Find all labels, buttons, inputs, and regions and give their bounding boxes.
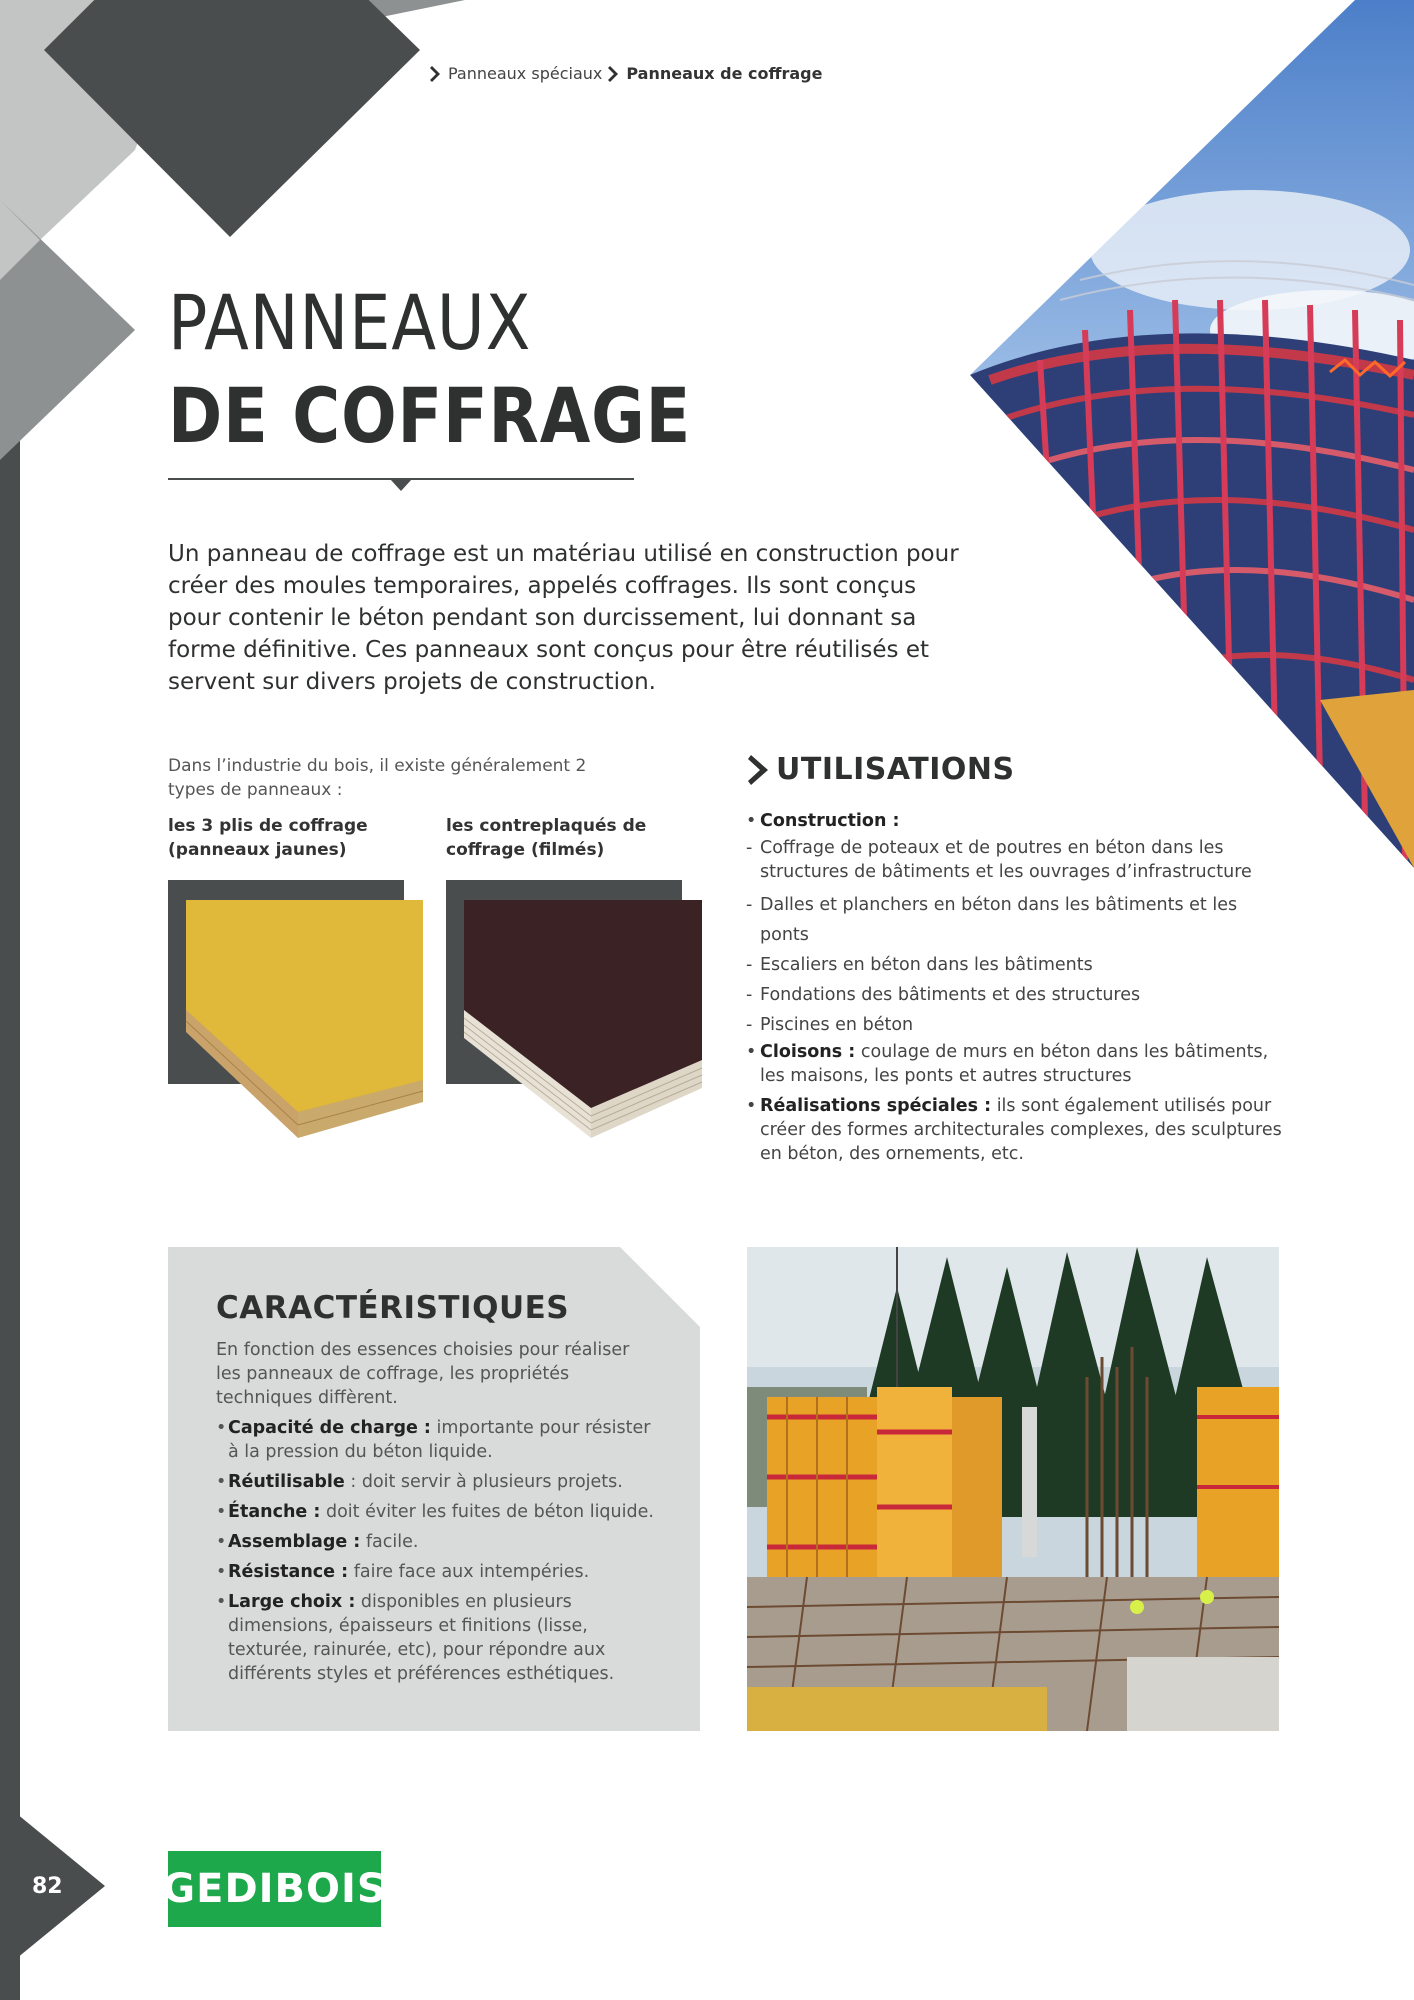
- utilisations-heading: [748, 752, 1015, 787]
- deco-bottom-left: [0, 1740, 20, 2000]
- list-item-label: Réalisations spéciales :: [760, 1096, 992, 1116]
- list-item-text: importante pour résister à la pression du béton liquide.: [228, 1418, 651, 1462]
- utilisations-title: UTILISATIONS: [776, 752, 1015, 787]
- page-title-line2: DE COFFRAGE: [168, 371, 692, 460]
- list-item-text: Piscines en béton: [760, 1015, 914, 1035]
- panel-types-intro: Dans l’industrie du bois, il existe généralement 2 types de panneaux :: [168, 756, 587, 800]
- construction-label: Construction :: [760, 811, 900, 831]
- list-item-text: coulage de murs en béton dans les bâtiments, les maisons, les ponts et autres structures: [760, 1042, 1269, 1086]
- list-item: - Piscines en béton: [746, 1015, 914, 1035]
- utilisations-list: [746, 806, 1286, 1172]
- list-item: • Capacité de charge : importante pour résister à la pression du béton liquide.: [216, 1418, 651, 1462]
- chevron-right-icon: [748, 755, 770, 785]
- list-item-text: facile.: [365, 1532, 419, 1552]
- construction-site-photo: [747, 1247, 1279, 1731]
- list-item-label: Large choix :: [228, 1592, 356, 1612]
- panel-type-label-filmed: les contreplaqués de coffrage (filmés): [446, 816, 647, 860]
- list-item: • Réutilisable : doit servir à plusieurs projets.: [216, 1472, 623, 1492]
- list-item: - Coffrage de poteaux et de poutres en béton dans les structures de bâtiments et les ouvrages d’infrastructure: [746, 838, 1252, 882]
- list-item-text: Dalles et planchers en béton dans les bâtiments et les ponts: [760, 895, 1238, 945]
- logo-text: GEDIBOIS: [162, 1866, 387, 1912]
- list-item: - Escaliers en béton dans les bâtiments: [746, 955, 1093, 975]
- gedibois-logo: [162, 1851, 387, 1927]
- panel-type-label-yellow: les 3 plis de coffrage (panneaux jaunes): [168, 816, 368, 860]
- caracteristiques-intro: En fonction des essences choisies pour réaliser les panneaux de coffrage, les propriétés techniques diffèrent.: [216, 1340, 630, 1408]
- list-item-text: ils sont également utilisés pour créer des formes architecturales complexes, des sculptures en béton, des ornements, etc.: [760, 1096, 1282, 1164]
- caracteristiques-body: [216, 1338, 656, 1686]
- list-item: • Étanche : doit éviter les fuites de béton liquide.: [216, 1502, 654, 1522]
- list-item: • Cloisons : coulage de murs en béton dans les bâtiments, les maisons, les ponts et autres structures: [746, 1042, 1269, 1086]
- list-item-text: Coffrage de poteaux et de poutres en béton dans les structures de bâtiments et les ouvrages d’infrastructure: [760, 838, 1252, 882]
- breadcrumb-parent[interactable]: Panneaux spéciaux: [448, 64, 603, 83]
- list-item-text: disponibles en plusieurs dimensions, épaisseurs et finitions (lisse, texturée, rainurée, etc), pour répondre aux différents styles et préférences esthétiques.: [228, 1592, 615, 1684]
- list-item-label: Réutilisable: [228, 1472, 345, 1492]
- filmed-panel-image: [446, 880, 711, 1145]
- list-item-label: Résistance :: [228, 1562, 349, 1582]
- list-item-label: Étanche :: [228, 1502, 321, 1522]
- title-pointer: [390, 479, 412, 491]
- list-item: - Dalles et planchers en béton dans les bâtiments et les ponts: [746, 895, 1238, 945]
- breadcrumb: [430, 64, 822, 83]
- yellow-panel-image: [168, 880, 428, 1145]
- list-item-text: Escaliers en béton dans les bâtiments: [760, 955, 1093, 975]
- breadcrumb-current: Panneaux de coffrage: [626, 64, 823, 83]
- list-item-label: Assemblage :: [228, 1532, 361, 1552]
- list-item-text: : doit servir à plusieurs projets.: [350, 1472, 623, 1492]
- caracteristiques-title: CARACTÉRISTIQUES: [216, 1290, 570, 1326]
- list-item-text: doit éviter les fuites de béton liquide.: [325, 1502, 654, 1522]
- list-item: • Assemblage : facile.: [216, 1532, 419, 1552]
- list-item: - Fondations des bâtiments et des structures: [746, 985, 1141, 1005]
- page-number: 82: [32, 1874, 63, 1899]
- list-item: • Large choix : disponibles en plusieurs dimensions, épaisseurs et finitions (lisse, texturée, rainurée, etc), pour répondre aux différents styles et préférences esthétiques.: [216, 1592, 615, 1684]
- page-title-line1: PANNEAUX: [168, 278, 532, 367]
- intro-paragraph: Un panneau de coffrage est un matériau utilisé en construction pour créer des moules temporaires, appelés coffrages. Ils sont conçus pour contenir le béton pendant son durcissement, lui donnant sa forme définitive. Ces panneaux sont conçus pour être réutilisés et servent sur divers projets de construction.: [168, 541, 959, 695]
- chevron-right-icon: [608, 66, 620, 82]
- list-item-label: Capacité de charge :: [228, 1418, 431, 1438]
- chevron-right-icon: [430, 66, 442, 82]
- list-item-text: Fondations des bâtiments et des structures: [760, 985, 1141, 1005]
- list-item-label: Cloisons :: [760, 1042, 856, 1062]
- list-item-text: faire face aux intempéries.: [353, 1562, 590, 1582]
- list-item: • Résistance : faire face aux intempéries.: [216, 1562, 590, 1582]
- list-item: • Construction :: [746, 811, 900, 831]
- list-item: • Réalisations spéciales : ils sont également utilisés pour créer des formes architecturales complexes, des sculptures en béton, des ornements, etc.: [746, 1096, 1282, 1164]
